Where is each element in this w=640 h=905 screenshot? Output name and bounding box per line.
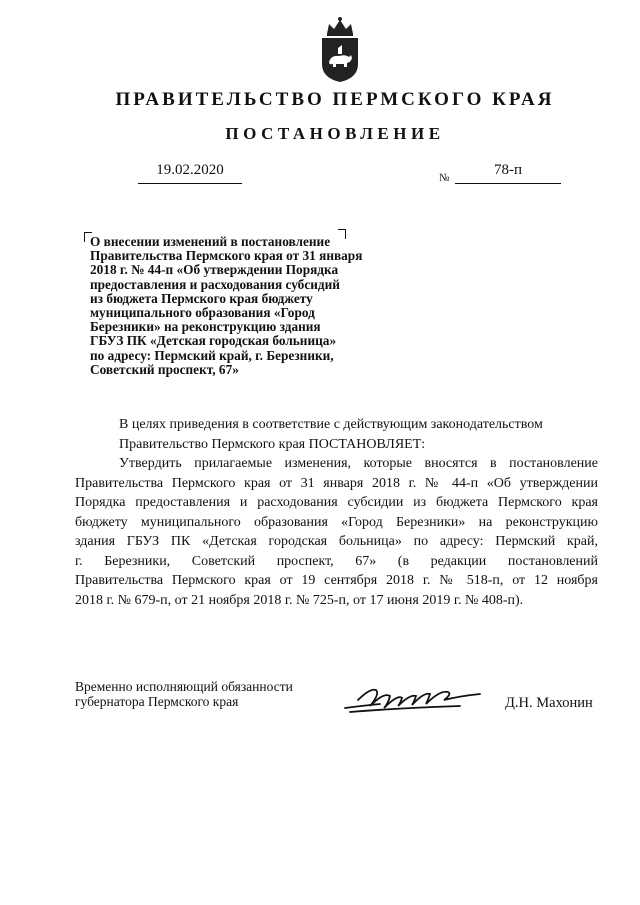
paragraph-line: г. Березники, Советский проспект, 67» (в редакции постановлений [75,553,598,569]
intro-line: В целях приведения в соответствие с действующим законодательством [119,417,543,432]
position-line: Временно исполняющий обязанности [75,679,293,694]
subject-line: 2018 г. № 44-п «Об утверждении Порядка [90,262,339,278]
document-date: 19.02.2020 [138,162,242,184]
subject-line: Советский проспект, 67» [90,361,239,377]
document-type: ПОСТАНОВЛЕНИЕ [225,124,445,143]
document-subject [90,235,390,377]
intro-line: Правительство Пермского края ПОСТАНОВЛЯЕТ: [119,436,426,452]
paragraph-line: Правительства Пермского края от 19 сентября 2018 г. № 518-п, от 12 ноября [75,573,598,588]
position-line: губернатора Пермского края [75,693,239,709]
subject-line: О внесении изменений в постановление [90,234,331,249]
paragraph-line: Порядка предоставления и расходования субсидии из бюджета Пермского края [75,495,598,510]
handwritten-signature [340,678,490,718]
coat-of-arms-icon [317,12,363,84]
document-number: 78-п [455,162,561,184]
paragraph-line: Правительства Пермского края от 31 января 2018 г. № 44-п «Об утверждении [75,475,598,491]
subject-line: ГБУЗ ПК «Детская городская больница» [90,333,337,349]
signatory-position [75,680,293,709]
subject-line: Березники» на реконструкцию здания [90,319,321,335]
government-title: ПРАВИТЕЛЬСТВО ПЕРМСКОГО КРАЯ [115,89,555,110]
subject-line: Правительства Пермского края от 31 января [90,248,363,264]
number-sign: № [439,172,450,184]
signatory-name: Д.Н. Махонин [505,695,593,711]
paragraph-line: здания ГБУЗ ПК «Детская городская больница» по адресу: Пермский край, [75,534,598,549]
subject-line: муниципального образования «Город [90,305,315,321]
paragraph-line: 2018 г. № 679-п, от 21 ноября 2018 г. № 725-п, от 17 июня 2019 г. № 408-п). [75,592,524,608]
subject-line: из бюджета Пермского края бюджету [90,290,313,306]
paragraph-line: Утвердить прилагаемые изменения, которые вносятся в постановление [119,456,598,471]
paragraph-line: бюджету муниципального образования «Город Березники» на реконструкцию [75,514,598,530]
subject-line: предоставления и расходования субсидий [90,276,340,292]
document-body [75,415,598,610]
subject-line: по адресу: Пермский край, г. Березники, [90,347,334,363]
